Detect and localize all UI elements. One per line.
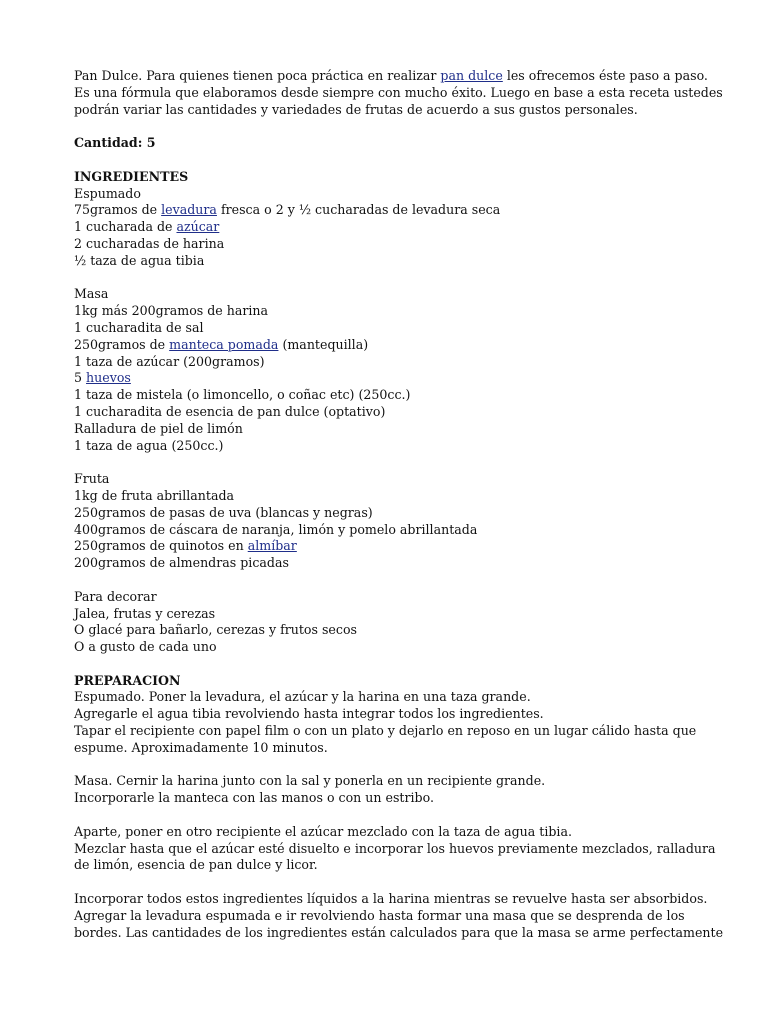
almibar-link[interactable]: almíbar — [247, 538, 297, 554]
ingredient-line: Ralladura de piel de limón — [74, 420, 243, 436]
masa-title: Masa — [74, 286, 109, 302]
preparacion-line: Mezclar hasta que el azúcar esté disuelto e incorporar los huevos previamente mezclados, ralladura — [74, 840, 716, 856]
ingredient-line: 1 cucharadita de sal — [74, 319, 204, 335]
azucar-link[interactable]: azúcar — [176, 219, 220, 235]
ingredient-line: ½ taza de agua tibia — [74, 252, 205, 268]
levadura-link[interactable]: levadura — [161, 202, 217, 218]
preparacion-line: Espumado. Poner la levadura, el azúcar y la harina en una taza grande. — [74, 689, 531, 705]
preparacion-line: Incorporar todos estos ingredientes líquidos a la harina mientras se revuelve hasta ser absorbidos. — [74, 891, 708, 907]
ingredient-line: 200gramos de almendras picadas — [74, 555, 289, 571]
ingredient-line: 1kg más 200gramos de harina — [74, 303, 269, 319]
ingredientes-heading: INGREDIENTES — [74, 168, 189, 184]
preparacion-line: bordes. Las cantidades de los ingredientes están calculados para que la masa se arme perfectamente — [74, 924, 724, 940]
espumado-title: Espumado — [74, 185, 141, 201]
ingredient-line: 1 taza de azúcar (200gramos) — [74, 353, 265, 369]
preparacion-line: Masa. Cernir la harina junto con la sal y ponerla en un recipiente grande. — [74, 773, 546, 789]
ingredient-text: 250gramos de — [74, 336, 170, 352]
intro-text: les ofrecemos éste paso a paso. — [502, 68, 708, 83]
ingredient-line: 250gramos de pasas de uva (blancas y negras) — [74, 504, 373, 520]
cantidad-heading: Cantidad: 5 — [74, 135, 156, 151]
intro-line-3: podrán variar las cantidades y variedades de frutas de acuerdo a sus gustos personales. — [74, 101, 638, 117]
decorar-title: Para decorar — [74, 588, 157, 604]
ingredient-line — [74, 202, 704, 219]
ingredient-text: 250gramos de quinotos en — [74, 538, 248, 554]
preparacion-line: Agregar la levadura espumada e ir revolviendo hasta formar una masa que se desprenda de los — [74, 907, 685, 923]
ingredient-line: 1 taza de mistela (o limoncello, o coñac etc) (250cc.) — [74, 387, 411, 403]
preparacion-line: espume. Aproximadamente 10 minutos. — [74, 739, 328, 755]
document-page — [74, 68, 724, 941]
intro-text: Pan Dulce. Para quienes tienen poca práctica en realizar — [74, 68, 441, 83]
ingredient-line: O a gusto de cada uno — [74, 639, 217, 655]
ingredient-line — [74, 370, 704, 387]
preparacion-line: Incorporarle la manteca con las manos o con un estribo. — [74, 790, 434, 806]
ingredient-line: 400gramos de cáscara de naranja, limón y pomelo abrillantada — [74, 521, 478, 537]
ingredient-line — [74, 337, 704, 354]
ingredient-text: 75gramos de — [74, 202, 162, 218]
intro-line-2: Es una fórmula que elaboramos desde siempre con mucho éxito. Luego en base a esta receta ustedes — [74, 84, 723, 100]
ingredient-line: O glacé para bañarlo, cerezas y frutos secos — [74, 622, 357, 638]
ingredient-line: 1 cucharadita de esencia de pan dulce (optativo) — [74, 403, 386, 419]
ingredient-line: 2 cucharadas de harina — [74, 235, 225, 251]
preparacion-line: Tapar el recipiente con papel film o con un plato y dejarlo en reposo en un lugar cálido hasta que — [74, 723, 697, 739]
fruta-title: Fruta — [74, 471, 110, 487]
preparacion-line: Agregarle el agua tibia revolviendo hasta integrar todos los ingredientes. — [74, 706, 544, 722]
ingredient-text: 1 cucharada de — [74, 219, 177, 235]
manteca-pomada-link[interactable]: manteca pomada — [169, 336, 279, 352]
ingredient-text: 5 — [74, 370, 87, 386]
ingredient-text: fresca o 2 y ½ cucharadas de levadura seca — [216, 202, 501, 218]
preparacion-line: Aparte, poner en otro recipiente el azúcar mezclado con la taza de agua tibia. — [74, 823, 572, 839]
huevos-link[interactable]: huevos — [86, 370, 131, 386]
ingredient-line: Jalea, frutas y cerezas — [74, 605, 216, 621]
ingredient-line: 1 taza de agua (250cc.) — [74, 437, 224, 453]
preparacion-heading: PREPARACION — [74, 672, 181, 688]
ingredient-text: (mantequilla) — [278, 336, 369, 352]
preparacion-line: de limón, esencia de pan dulce y licor. — [74, 857, 318, 873]
ingredient-line: 1kg de fruta abrillantada — [74, 487, 235, 503]
pan-dulce-link[interactable]: pan dulce — [440, 68, 503, 83]
ingredient-line — [74, 219, 704, 236]
ingredient-line — [74, 538, 704, 555]
intro-line-1 — [74, 68, 708, 85]
